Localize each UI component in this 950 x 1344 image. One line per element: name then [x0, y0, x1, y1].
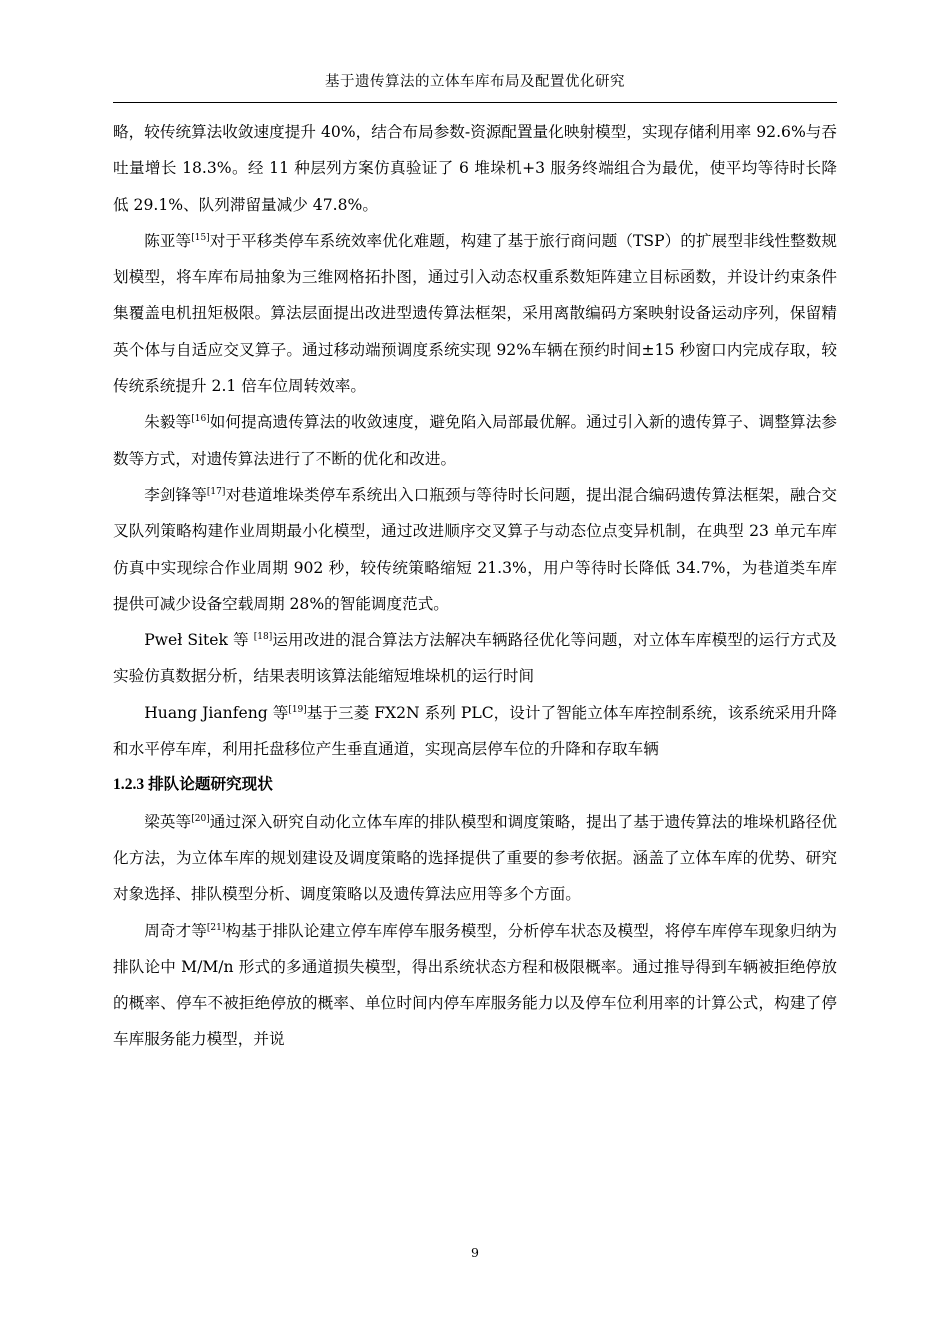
- citation-ref: [20]: [191, 813, 210, 824]
- running-header: 基于遗传算法的立体车库布局及配置优化研究: [325, 74, 625, 90]
- citation-ref: [21]: [206, 922, 226, 933]
- citation-author: 陈亚等: [144, 231, 192, 250]
- paragraph-text: 通过深入研究自动化立体车库的排队模型和调度策略，提出了基于遗传算法的堆垛机路径优化方法，为立体车库的规划建设及调度策略的选择提供了重要的参考依据。涵盖了立体车库的优势、研究对象选择、排队模型分析、调度策略以及遗传算法应用等多个方面。: [113, 812, 837, 904]
- paragraph-text: 基于三菱 FX2N 系列 PLC，设计了智能立体车库控制系统，该系统采用升降和水平停车库，利用托盘移位产生垂直通道，实现高层停车位的升降和存取车辆: [113, 703, 838, 759]
- paragraph-li-jianfeng: [113, 477, 837, 622]
- citation-ref: [16]: [191, 414, 210, 425]
- paragraph-text: 构基于排队论建立停车库停车服务模型，分析停车状态及模型，将停车库停车现象归纳为排队论中 M/M/n 形式的多通道损失模型，得出系统状态方程和极限概率。通过推导得到车辆被拒绝停放的概率、停车不被拒绝停放的概率、单位时间内停车库服务能力以及停车位利用率的计算公式，构建了停车库服务能力模型，并说: [113, 921, 837, 1049]
- citation-author: Pweł Sitek 等: [144, 631, 254, 650]
- paragraph-chen-ya: [113, 223, 837, 404]
- citation-author: 朱毅等: [144, 413, 192, 432]
- paragraph-huang-jianfeng: [113, 695, 837, 768]
- citation-author: 周奇才等: [144, 921, 207, 940]
- citation-author: 李剑锋等: [144, 485, 207, 504]
- citation-ref: [19]: [288, 704, 307, 715]
- paragraph-liang-ying: [113, 804, 837, 913]
- paragraph-continuation: 略，较传统算法收敛速度提升 40%，结合布局参数-资源配置量化映射模型，实现存储利用率 92.6%与吞吐量增长 18.3%。经 11 种层列方案仿真验证了 6 堆垛机+3 服务终端组合为最优，使平均等待时长降低 29.1%、队列滞留量减少 47.8%。: [113, 123, 837, 214]
- paragraph-zhou-qicai: [113, 913, 837, 1058]
- paragraph-sitek: [113, 622, 837, 695]
- page-body: [113, 114, 837, 1058]
- citation-ref: [17]: [206, 486, 226, 497]
- citation-ref: [15]: [191, 232, 210, 243]
- paragraph-text: 对于平移类停车系统效率优化难题，构建了基于旅行商问题（TSP）的扩展型非线性整数规划模型，将车库布局抽象为三维网格拓扑图，通过引入动态权重系数矩阵建立目标函数，并设计约束条件集覆盖电机扭矩极限。算法层面提出改进型遗传算法框架，采用离散编码方案映射设备运动序列，保留精英个体与自适应交叉算子。通过移动端预调度系统实现 92%车辆在预约时间±15 秒窗口内完成存取，较传统系统提升 2.1 倍车位周转效率。: [113, 231, 837, 396]
- header-rule: [113, 102, 837, 103]
- paragraph-zhu-yi: [113, 404, 837, 477]
- citation-author: 梁英等: [144, 812, 192, 831]
- paragraph-text: 如何提高遗传算法的收敛速度，避免陷入局部最优解。通过引入新的遗传算子、调整算法参数等方式，对遗传算法进行了不断的优化和改进。: [113, 413, 837, 468]
- section-heading: 1.2.3 排队论题研究现状: [113, 776, 273, 794]
- citation-ref: [18]: [253, 632, 273, 643]
- paragraph-text: 运用改进的混合算法方法解决车辆路径优化等问题，对立体车库模型的运行方式及实验仿真数据分析，结果表明该算法能缩短堆垛机的运行时间: [113, 631, 837, 686]
- citation-author: Huang Jianfeng 等: [144, 703, 289, 722]
- page-number: 9: [471, 1245, 479, 1260]
- paragraph-text: 对巷道堆垛类停车系统出入口瓶颈与等待时长问题，提出混合编码遗传算法框架，融合交叉队列策略构建作业周期最小化模型，通过改进顺序交叉算子与动态位点变异机制，在典型 23 单元车库仿真中实现综合作业周期 902 秒，较传统策略缩短 21.3%，用户等待时长降低 34.7%，为巷道类车库提供可减少设备空载周期 28%的智能调度范式。: [113, 485, 837, 613]
